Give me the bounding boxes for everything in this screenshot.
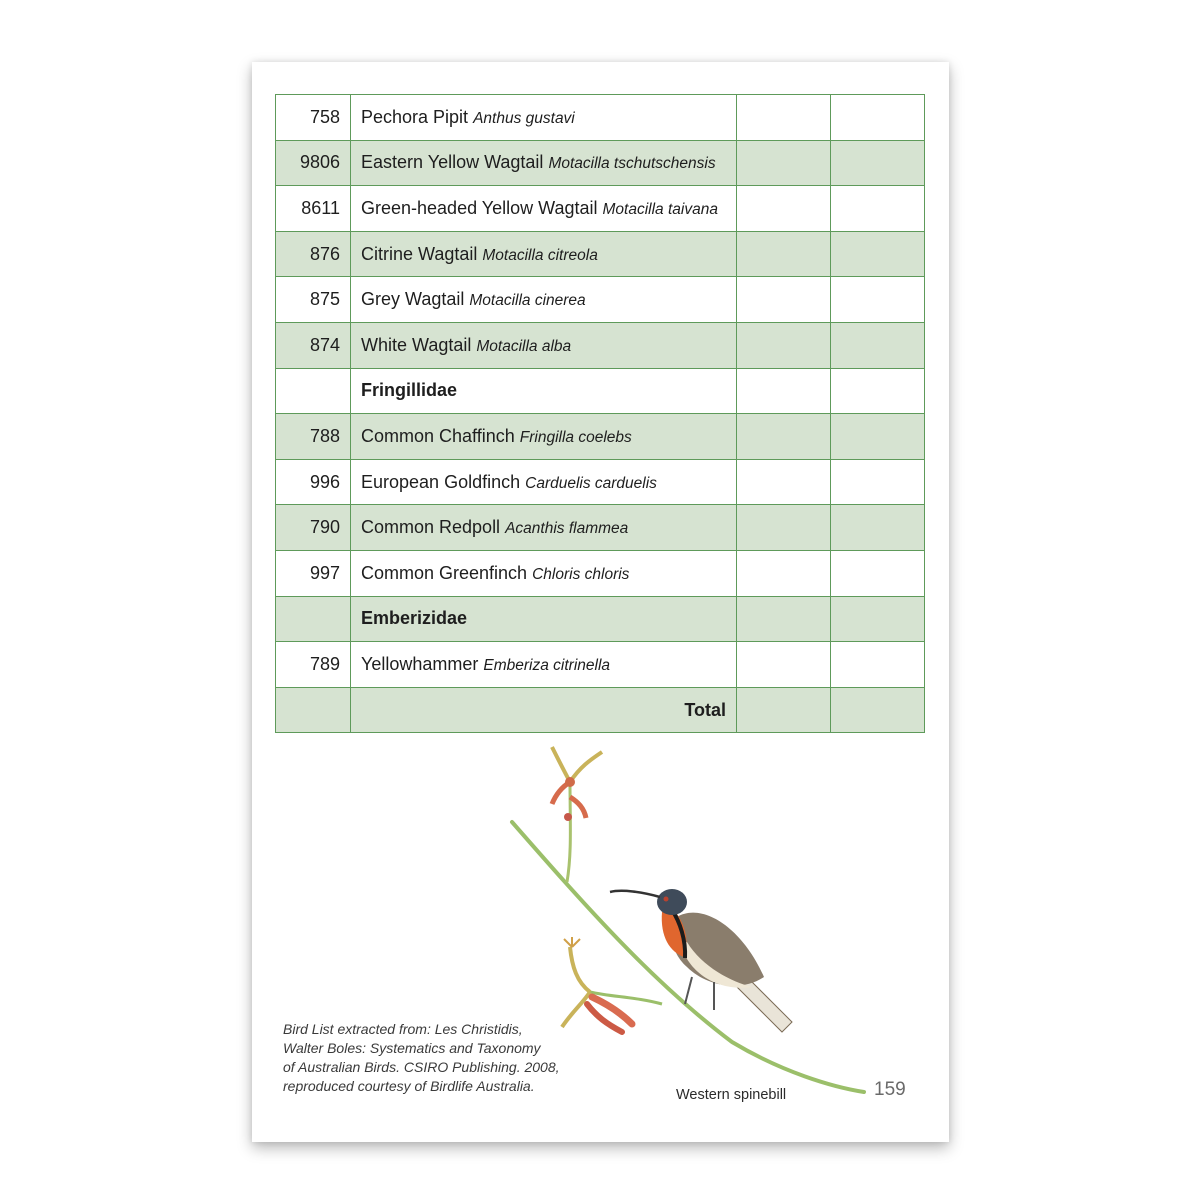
common-name: Pechora Pipit (361, 106, 469, 127)
table-row (276, 550, 925, 596)
table-row (276, 231, 925, 277)
species-name (351, 459, 737, 505)
tick-box[interactable] (831, 140, 925, 186)
bird-beak (610, 891, 660, 897)
tick-box[interactable] (737, 596, 831, 642)
tick-box[interactable] (737, 95, 831, 141)
scientific-name: Motacilla tschutschensis (548, 155, 716, 173)
family-row (276, 596, 925, 642)
species-name (351, 414, 737, 460)
species-number: 789 (276, 642, 351, 688)
total-box[interactable] (737, 687, 831, 733)
species-name (351, 505, 737, 551)
common-name: White Wagtail (361, 334, 472, 355)
tick-box[interactable] (831, 596, 925, 642)
tick-box[interactable] (831, 505, 925, 551)
species-number: 758 (276, 95, 351, 141)
scientific-name: Motacilla alba (476, 337, 572, 355)
common-name: Grey Wagtail (361, 289, 465, 310)
table-body (276, 95, 925, 733)
tick-box[interactable] (737, 505, 831, 551)
family-heading: Emberizidae (351, 596, 737, 642)
tick-box[interactable] (737, 186, 831, 232)
common-name: Common Redpoll (361, 517, 501, 538)
scientific-name: Motacilla citreola (482, 246, 598, 264)
credit-line: of Australian Birds. CSIRO Publishing. 2008, (283, 1059, 560, 1075)
species-number: 788 (276, 414, 351, 460)
scientific-name: Motacilla taivana (602, 200, 718, 218)
species-number (276, 596, 351, 642)
tick-box[interactable] (831, 368, 925, 414)
species-number: 875 (276, 277, 351, 323)
source-credit (283, 1020, 583, 1096)
species-number: 9806 (276, 140, 351, 186)
tick-box[interactable] (831, 414, 925, 460)
table-row (276, 140, 925, 186)
scientific-name: Motacilla cinerea (469, 292, 586, 310)
tick-box[interactable] (737, 140, 831, 186)
table-row (276, 642, 925, 688)
species-name (351, 550, 737, 596)
tick-box[interactable] (831, 322, 925, 368)
illustration-caption: Western spinebill (676, 1087, 787, 1103)
common-name: Yellowhammer (361, 653, 479, 674)
table-row (276, 186, 925, 232)
scientific-name: Acanthis flammea (505, 520, 629, 538)
species-name (351, 186, 737, 232)
bird-head (657, 889, 687, 915)
common-name: Green-headed Yellow Wagtail (361, 197, 598, 218)
page-number: 159 (874, 1079, 906, 1100)
tick-box[interactable] (737, 550, 831, 596)
tick-box[interactable] (737, 642, 831, 688)
tick-box[interactable] (737, 459, 831, 505)
scientific-name: Emberiza citrinella (483, 656, 611, 674)
species-number: 996 (276, 459, 351, 505)
credit-line: reproduced courtesy of Birdlife Australia. (283, 1078, 535, 1094)
common-name: Common Chaffinch (361, 425, 515, 446)
total-row (276, 687, 925, 733)
tick-box[interactable] (831, 459, 925, 505)
scientific-name: Carduelis carduelis (525, 474, 657, 492)
species-number (276, 368, 351, 414)
common-name: European Goldfinch (361, 471, 521, 492)
tick-box[interactable] (831, 277, 925, 323)
scientific-name: Chloris chloris (532, 565, 630, 583)
bird-eye (664, 897, 669, 902)
scientific-name: Fringilla coelebs (519, 428, 632, 446)
total-number-cell (276, 687, 351, 733)
total-label: Total (351, 687, 737, 733)
book-page (252, 62, 949, 1142)
species-name (351, 642, 737, 688)
kangaroo-paw-flower-bottom (562, 937, 632, 1032)
table-row (276, 277, 925, 323)
tick-box[interactable] (831, 231, 925, 277)
credit-line: Bird List extracted from: Les Christidis, (283, 1021, 523, 1037)
common-name: Eastern Yellow Wagtail (361, 152, 544, 173)
species-number: 874 (276, 322, 351, 368)
credit-line: Walter Boles: Systematics and Taxonomy (283, 1040, 541, 1056)
family-heading: Fringillidae (351, 368, 737, 414)
species-name (351, 231, 737, 277)
common-name: Citrine Wagtail (361, 243, 478, 264)
tick-box[interactable] (737, 322, 831, 368)
table-row (276, 322, 925, 368)
tick-box[interactable] (737, 414, 831, 460)
tick-box[interactable] (737, 368, 831, 414)
table-row (276, 505, 925, 551)
family-row (276, 368, 925, 414)
table-row (276, 414, 925, 460)
tick-box[interactable] (831, 95, 925, 141)
kangaroo-paw-flower-top (552, 747, 602, 821)
species-number: 997 (276, 550, 351, 596)
species-number: 790 (276, 505, 351, 551)
scientific-name: Anthus gustavi (473, 109, 575, 127)
table-row (276, 459, 925, 505)
plant-stem (567, 782, 570, 882)
tick-box[interactable] (831, 642, 925, 688)
species-name (351, 277, 737, 323)
common-name: Common Greenfinch (361, 562, 528, 583)
bird-checklist-table (275, 94, 925, 733)
tick-box[interactable] (737, 231, 831, 277)
table-row (276, 95, 925, 141)
tick-box[interactable] (831, 186, 925, 232)
species-name (351, 95, 737, 141)
species-number: 876 (276, 231, 351, 277)
species-name (351, 140, 737, 186)
species-number: 8611 (276, 186, 351, 232)
tick-box[interactable] (831, 550, 925, 596)
tick-box[interactable] (737, 277, 831, 323)
species-name (351, 322, 737, 368)
total-box[interactable] (831, 687, 925, 733)
